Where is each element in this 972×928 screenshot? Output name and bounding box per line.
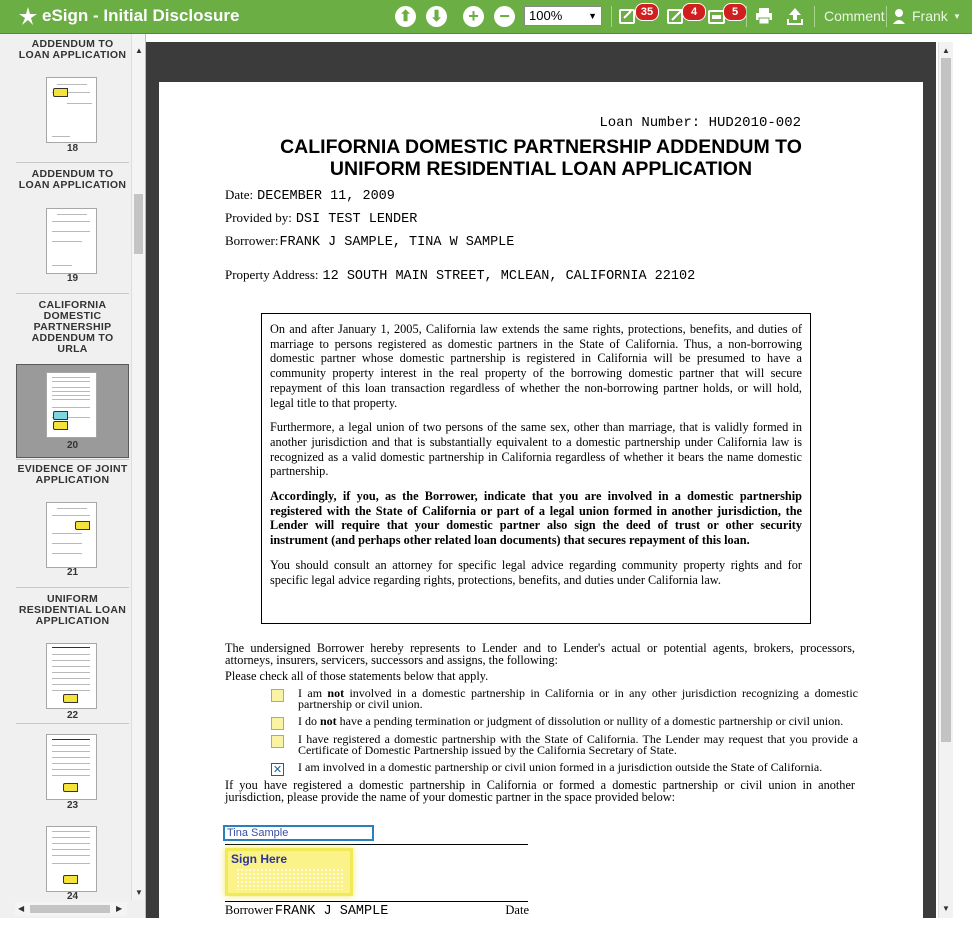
- sign-here-flag-icon: [53, 88, 68, 97]
- borrower-signature-line: [225, 901, 528, 902]
- property-address-label: Property Address:: [225, 267, 319, 282]
- thumbnail-label: EVIDENCE OF JOINT APPLICATION: [17, 463, 128, 486]
- statement-text: I am involved in a domestic partnership or civil union formed in a jurisdiction outside the State of California.: [298, 760, 823, 774]
- chevron-down-icon[interactable]: ▼: [953, 12, 961, 21]
- statement-row: [271, 734, 857, 758]
- thumbnail-page-number: 20: [66, 440, 79, 451]
- user-icon: [892, 6, 906, 26]
- statement-row: [271, 716, 857, 730]
- disclosure-paragraph: You should consult an attorney for specific legal advice regarding community property rights and for specific legal advice regarding rights, protections, benefits, and duties under California law.: [270, 557, 802, 587]
- thumbnail-page-18[interactable]: [16, 34, 129, 163]
- toolbar-divider: [611, 6, 612, 27]
- statement-text: I have registered a domestic partnership with the State of California. The Lender may request that you provide a Certificate of Domestic Partnership issued by the California Secretary of State.: [298, 732, 858, 757]
- date-value: DECEMBER 11, 2009: [257, 189, 395, 204]
- toolbar-divider: [886, 6, 887, 27]
- statement-text: I am not involved in a domestic partnership in California or in any other jurisdiction recognizing a domestic partnership or civil union.: [298, 686, 859, 711]
- statement-checkbox[interactable]: [271, 735, 284, 748]
- partner-name-input[interactable]: Tina Sample: [223, 825, 374, 841]
- disclosure-paragraph: Furthermore, a legal union of two persons of the same sex, other than marriage, that is validly formed in another jurisdiction and that is substantially equivalent to a domestic partnership under California law is recognized as a valid domestic partnership in California regardless of whether it bears the name domestic partnership.: [270, 420, 802, 479]
- borrower-signature-block: [225, 903, 529, 918]
- esign-logo-icon: [18, 6, 38, 26]
- thumbnail-label: ADDENDUM TO LOAN APPLICATION: [18, 168, 127, 191]
- thumbnail-page-number: 23: [66, 800, 79, 811]
- property-address-value: 12 SOUTH MAIN STREET, MCLEAN, CALIFORNIA 22102: [322, 269, 696, 284]
- statement-checkbox[interactable]: [271, 689, 284, 702]
- top-toolbar: [0, 0, 972, 34]
- thumbnail-panel: [0, 34, 146, 918]
- user-menu[interactable]: Frank: [912, 8, 948, 24]
- thumbnail-vertical-scrollbar[interactable]: [131, 34, 145, 900]
- scrollbar-thumb[interactable]: [134, 194, 143, 254]
- borrower-label: Borrower:: [225, 233, 279, 248]
- thumbnail-image: [46, 643, 97, 709]
- disclosure-box: [261, 313, 811, 624]
- disclosure-paragraph: On and after January 1, 2005, California law extends the same rights, protections, benefits, and duties of marriage to persons registered as domestic partners in the State of California. Thus, a non-borrowing domestic partner whose domestic partnership is registered in California will be presumed to have a community property interest in the real property of the borrowing domestic partner that will secure repayment of this loan transaction regardless of whether the non-borrowing partner holds, or will hold, legal title to that property.: [270, 322, 802, 410]
- thumbnail-page-21[interactable]: [16, 460, 129, 588]
- borrower-value: FRANK J SAMPLE, TINA W SAMPLE: [279, 235, 515, 250]
- signature-date-label: Date: [505, 903, 529, 917]
- scroll-up-icon[interactable]: ▲: [135, 46, 143, 55]
- statement-row: [271, 762, 857, 776]
- thumbnail-page-number: 18: [66, 143, 79, 154]
- app-title: eSign - Initial Disclosure: [42, 6, 240, 25]
- please-check-text: Please check all of those statements below that apply.: [225, 669, 489, 683]
- thumbnail-image: [46, 502, 97, 568]
- print-icon[interactable]: [754, 6, 774, 26]
- document-vertical-scrollbar[interactable]: [938, 42, 953, 918]
- thumbnail-label: UNIFORM RESIDENTIAL LOAN APPLICATION: [18, 593, 127, 627]
- scroll-right-icon[interactable]: ▶: [116, 904, 123, 913]
- thumbnail-label: CALIFORNIA DOMESTIC PARTNERSHIP ADDENDUM TO URLA: [31, 299, 114, 355]
- loan-number: Loan Number: HUD2010-002: [599, 115, 801, 131]
- scrollbar-thumb[interactable]: [941, 58, 951, 742]
- thumbnail-page-number: 24: [66, 891, 79, 902]
- thumbnail-label: ADDENDUM TO LOAN APPLICATION: [18, 38, 127, 61]
- scroll-down-icon[interactable]: ▼: [942, 904, 950, 913]
- date-field: [225, 187, 395, 204]
- signature-area: [236, 868, 344, 890]
- thumbnail-page-23[interactable]: [16, 724, 129, 814]
- statement-checkbox[interactable]: [271, 717, 284, 730]
- title-line-2: UNIFORM RESIDENTIAL LOAN APPLICATION: [329, 158, 753, 180]
- zoom-out-icon[interactable]: −: [494, 6, 515, 27]
- zoom-select[interactable]: [524, 6, 602, 26]
- representation-text: The undersigned Borrower hereby represents to Lender and to Lender's actual or potential agents, brokers, processors, attorneys, insurers, servicers, successors and assigns, the following:: [225, 641, 855, 667]
- thumbnail-page-24[interactable]: [16, 816, 129, 906]
- scroll-down-icon[interactable]: ▼: [135, 888, 143, 897]
- thumbnail-page-22[interactable]: [16, 588, 129, 724]
- sign-here-flag-icon: [63, 783, 78, 792]
- toolbar-divider: [746, 6, 747, 27]
- provided-by-value: DSI TEST LENDER: [295, 212, 418, 227]
- thumbnail-image: [46, 208, 97, 274]
- zoom-in-icon[interactable]: +: [463, 6, 484, 27]
- partner-signature-line: [225, 844, 528, 845]
- borrower-signature-value: FRANK J SAMPLE: [274, 904, 389, 918]
- sign-here-flag-icon: [53, 421, 68, 430]
- scroll-up-icon[interactable]: ▲: [942, 46, 950, 55]
- sign-here-flag-icon: [75, 521, 90, 530]
- provided-by-label: Provided by:: [225, 210, 292, 225]
- thumbnail-page-number: 21: [66, 567, 79, 578]
- statement-checkbox-checked[interactable]: ✕: [272, 763, 283, 776]
- borrower-field: [225, 233, 514, 250]
- borrower-signature-label: Borrower: [225, 903, 273, 917]
- toolbar-divider: [814, 6, 815, 27]
- thumbnail-page-number: 22: [66, 710, 79, 721]
- disclosure-paragraph: Accordingly, if you, as the Borrower, indicate that you are involved in a domestic partnership registered with the State of California or part of a legal union formed in another jurisdiction, the Lender will require that your domestic partner also sign the deed of trust or other security instrument (and perhaps other related loan documents) that secures repayment of this loan.: [270, 489, 802, 548]
- thumbnail-image: [46, 372, 97, 438]
- previous-page-icon[interactable]: ⬆: [395, 6, 416, 27]
- sign-here-button[interactable]: [225, 848, 353, 896]
- notes-count-badge: 35: [635, 3, 659, 21]
- sign-here-label: Sign Here: [231, 852, 288, 866]
- document-viewer: [146, 42, 936, 918]
- date-label: Date:: [225, 187, 254, 202]
- title-line-1: CALIFORNIA DOMESTIC PARTNERSHIP ADDENDUM TO: [280, 136, 802, 158]
- thumbnail-horizontal-scrollbar[interactable]: [15, 902, 127, 916]
- text-count-badge: 5: [723, 3, 747, 21]
- chevron-down-icon: ▼: [588, 11, 597, 21]
- edits-count-badge: 4: [682, 3, 706, 21]
- provided-by-field: [225, 210, 417, 227]
- zoom-value: 100%: [529, 8, 563, 23]
- statement-text: I do not have a pending termination or judgment of dissolution or nullity of a domestic partnership or civil union.: [298, 714, 844, 728]
- thumbnail-image: [46, 77, 97, 143]
- comment-button[interactable]: Comment: [824, 8, 885, 24]
- sign-here-flag-icon: [63, 875, 78, 884]
- scrollbar-thumb[interactable]: [30, 905, 110, 913]
- sign-here-flag-icon: [53, 411, 68, 420]
- document-title: [159, 136, 923, 180]
- property-address-field: [225, 267, 695, 284]
- thumbnail-page-number: 19: [66, 273, 79, 284]
- upload-icon[interactable]: [785, 6, 805, 26]
- sign-here-flag-icon: [63, 694, 78, 703]
- thumbnail-page-20[interactable]: [16, 294, 129, 460]
- thumbnail-page-19[interactable]: [16, 163, 129, 294]
- thumbnail-image: [46, 826, 97, 892]
- next-page-icon[interactable]: ⬇: [426, 6, 447, 27]
- partner-instructions: If you have registered a domestic partnership in California or formed a domestic partnership or civil union in another jurisdiction, please provide the name of your domestic partner in the space provided below:: [225, 778, 855, 804]
- scroll-left-icon[interactable]: ◀: [18, 904, 25, 913]
- statement-row: [271, 688, 857, 712]
- document-page: [159, 82, 923, 918]
- thumbnail-image: [46, 734, 97, 800]
